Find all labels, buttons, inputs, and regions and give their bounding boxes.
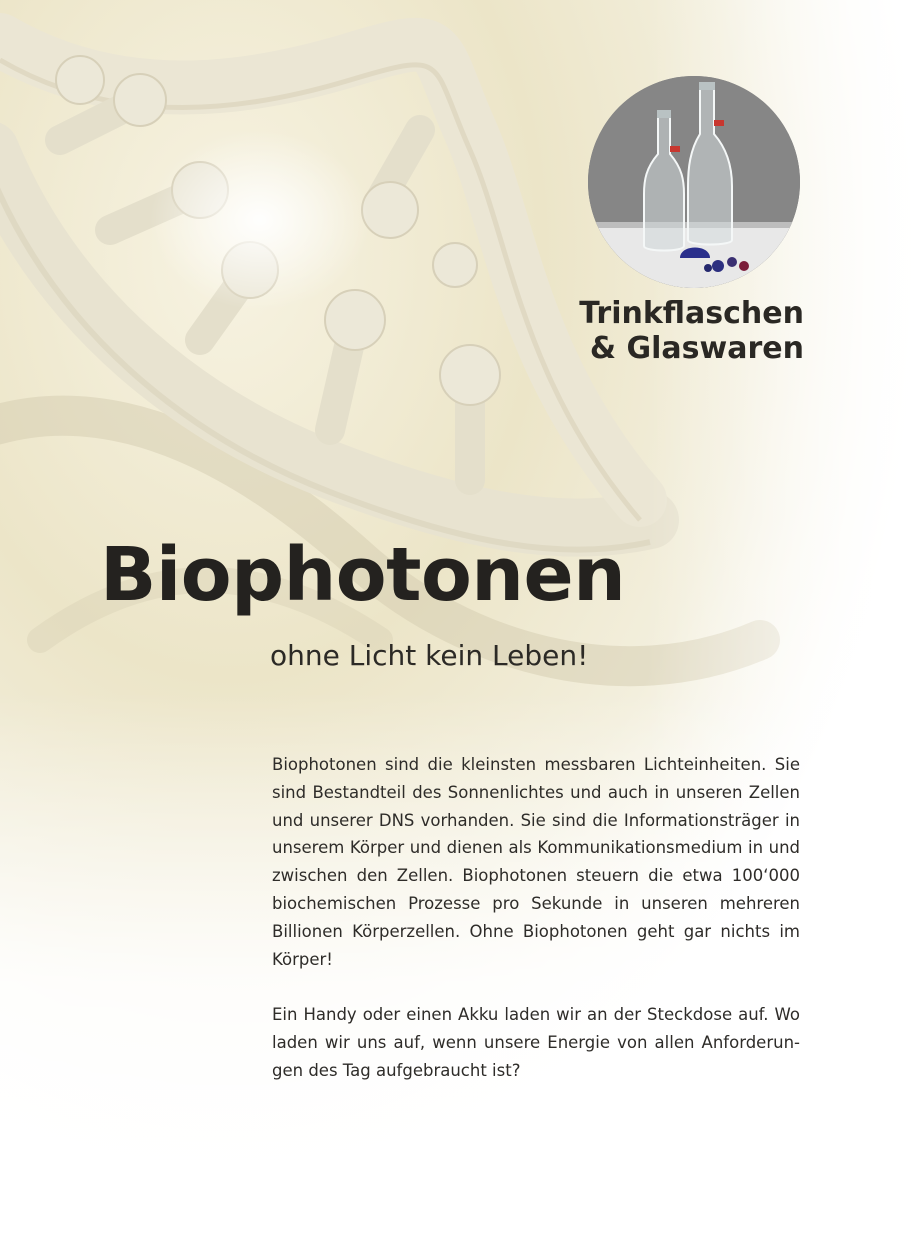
body-paragraph-1: Biophotonen sind die kleinsten messbaren Lichteinheiten. Sie sind Bestandteil des Sonnenlichtes und auch in unseren Zellen und unserer DNS vorhanden. Sie sind die Informationsträger in unserem Körper und dienen als Kommunikationsmedium in und zwischen den Zellen. Biophotonen steuern die etwa 100‘000 biochemischen Prozesse pro Sekunde in unseren mehreren Billionen Körperzellen. Ohne Biophotonen geht gar nichts im Körper! xyxy=(272,755,800,969)
product-photo xyxy=(588,76,800,288)
product-caption xyxy=(560,296,804,366)
glass-bottles-illustration xyxy=(588,76,800,288)
page-title: Biophotonen xyxy=(100,532,626,618)
body-paragraph-2: Ein Handy oder einen Akku laden wir an der Steckdose auf. Wo laden wir uns auf, wenn unsere Energie von allen Anforderungen des Tag aufgebraucht ist? xyxy=(272,1005,800,1080)
product-caption-line2: & Glaswaren xyxy=(589,331,804,366)
body-text xyxy=(272,751,800,1112)
page-subtitle: ohne Licht kein Leben! xyxy=(270,639,589,672)
product-caption-line1: Trinkflaschen xyxy=(579,296,804,331)
